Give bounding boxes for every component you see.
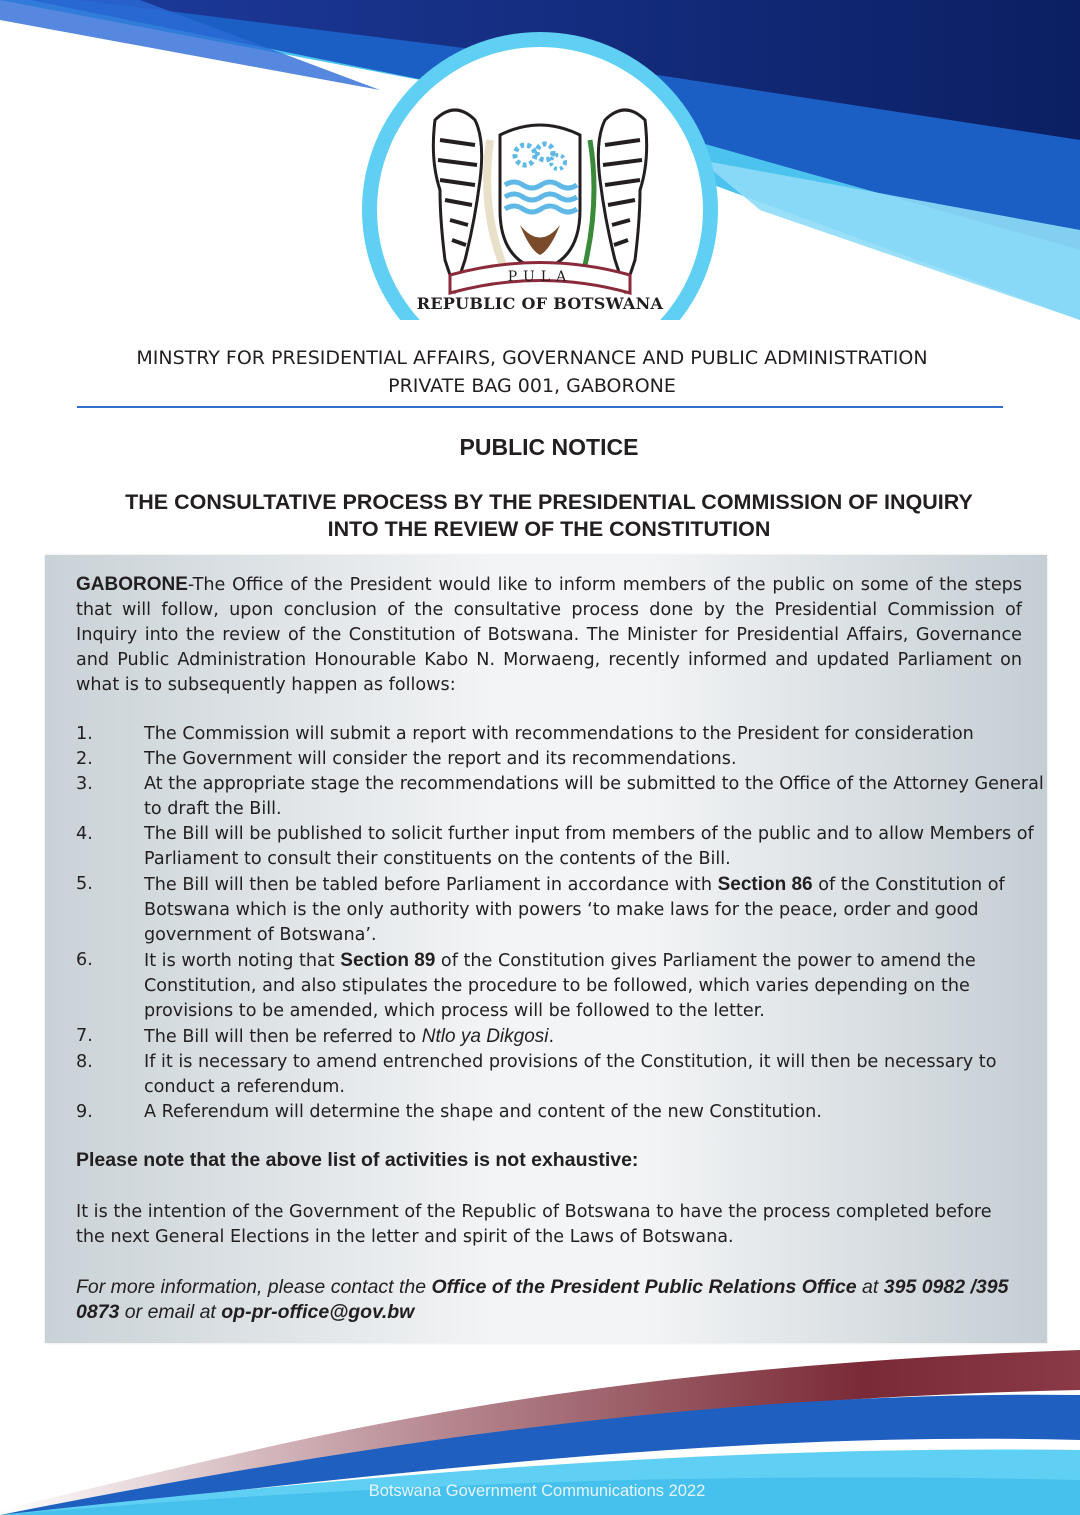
ministry-postal-address: PRIVATE BAG 001, GABORONE [388, 375, 676, 397]
ministry-address [60, 344, 1004, 400]
step-text: The Commission will submit a report with recommendations to the President for consideration [144, 724, 974, 744]
ministry-name: MINSTRY FOR PRESIDENTIAL AFFAIRS, GOVERNANCE AND PUBLIC ADMINISTRATION [136, 347, 928, 369]
contact-text: or email at [119, 1301, 222, 1323]
step-text: of the Constitution gives Parliament the power to amend the Constitution, and also stipulates the procedure to be followed, which varies depending on the provisions to be amended, which process will be followed to the letter. [144, 951, 976, 1021]
step-text: The Bill will then be tabled before Parliament in accordance with [144, 875, 718, 895]
contact-text: For more information, please contact the [76, 1276, 432, 1298]
contact-text: at [856, 1276, 884, 1298]
step-text: The Bill will then be referred to [144, 1027, 422, 1047]
step-text: It is worth noting that [144, 951, 341, 971]
step-number: 6. [76, 950, 93, 970]
step-text: of the Constitution of Botswana which is the only authority with powers ‘to make laws for the peace, order and good government of Botswana’. [144, 875, 1005, 945]
notice-heading: PUBLIC NOTICE [459, 434, 639, 460]
step-number: 3. [76, 774, 93, 794]
step-number: 7. [76, 1026, 93, 1046]
header-divider [77, 406, 1003, 408]
footer-credit: Botswana Government Communications 2022 [368, 1482, 706, 1500]
step-text: The Government will consider the report and its recommendations. [144, 749, 737, 769]
step-number: 5. [76, 874, 93, 894]
list-item [76, 722, 1046, 747]
intention-paragraph: It is the intention of the Government of the Republic of Botswana to have the process completed before the next General Elections in the letter and spirit of the Laws of Botswana. [76, 1202, 992, 1247]
subject-line-1: THE CONSULTATIVE PROCESS BY THE PRESIDENTIAL COMMISSION OF INQUIRY [125, 490, 973, 514]
botswana-coat-of-arms-icon [380, 60, 700, 330]
list-item [76, 1100, 1046, 1125]
list-item [76, 772, 1046, 822]
notice-subject [60, 489, 1038, 543]
steps-list [76, 722, 1046, 1125]
contact-office: Office of the President Public Relations Office [431, 1276, 857, 1298]
subject-line-2: INTO THE REVIEW OF THE CONSTITUTION [327, 517, 771, 541]
institution-name: Ntlo ya Dikgosi [421, 1026, 549, 1047]
intro-paragraph [76, 572, 1022, 698]
list-item [76, 1050, 1046, 1100]
step-text: . [548, 1027, 555, 1047]
list-item [76, 948, 1046, 1024]
country-name: REPUBLIC OF BOTSWANA [416, 294, 664, 313]
step-number: 9. [76, 1102, 93, 1122]
list-item [76, 1024, 1046, 1050]
intro-text: -The Office of the President would like to inform members of the public on some of the steps that will follow, upon conclusion of the consultative process done by the Presidential Commission of Inquiry into the review of the Constitution of Botswana. The Minister for Presidential Affairs, Governance and Public Administration Honourable Kabo N. Morwaeng, recently informed and updated Parliament on what is to subsequently happen as follows: [76, 575, 1022, 695]
step-text: At the appropriate stage the recommendations will be submitted to the Office of the Attorney General to draft the Bill. [144, 774, 1044, 819]
crest-motto: PULA [507, 269, 573, 285]
list-item [76, 822, 1046, 872]
step-text: If it is necessary to amend entrenched provisions of the Constitution, it will then be necessary to conduct a referendum. [144, 1052, 997, 1097]
step-number: 8. [76, 1052, 93, 1072]
list-item [76, 872, 1046, 948]
step-text: A Referendum will determine the shape and content of the new Constitution. [144, 1102, 822, 1122]
step-number: 4. [76, 824, 93, 844]
contact-email: op-pr-office@gov.bw [221, 1301, 415, 1323]
contact-paragraph [76, 1275, 1026, 1325]
step-text: The Bill will be published to solicit further input from members of the public and to allow Members of Parliament to consult their constituents on the contents of the Bill. [144, 824, 1034, 869]
step-number: 2. [76, 749, 93, 769]
contact-phone-numbers: 395 0982 /395 0873 [76, 1276, 1009, 1323]
disclaimer-note: Please note that the above list of activities is not exhaustive: [76, 1149, 639, 1171]
dateline: GABORONE [76, 574, 188, 595]
section-reference: Section 86 [717, 874, 813, 895]
section-reference: Section 89 [340, 950, 436, 971]
list-item [76, 747, 1046, 772]
step-number: 1. [76, 724, 93, 744]
